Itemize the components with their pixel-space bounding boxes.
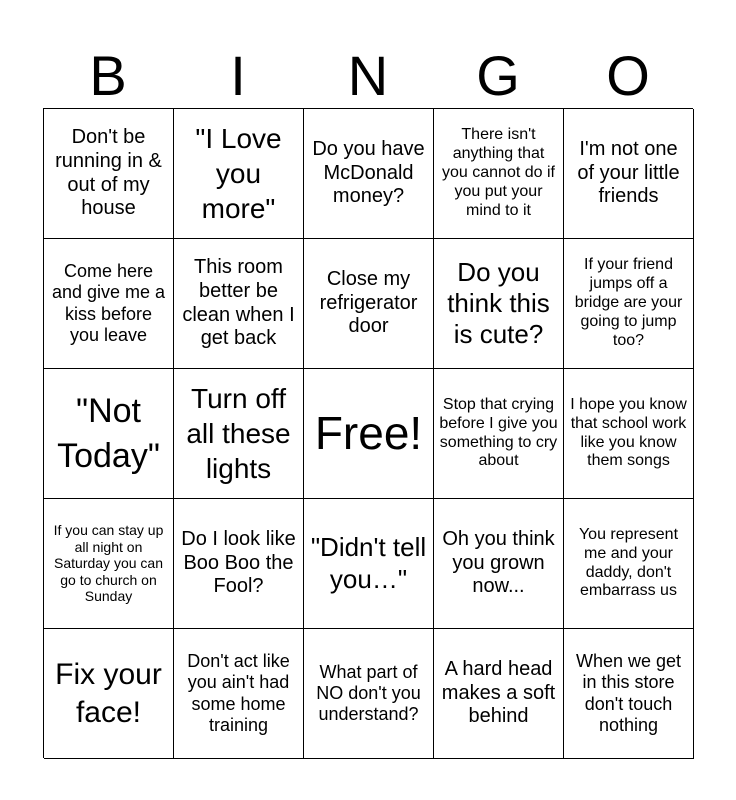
bingo-cell-r4-c4[interactable]: Oh you think you grown now... [434, 499, 564, 629]
bingo-cell-r2-c5[interactable]: If your friend jumps off a bridge are your going to jump too? [564, 239, 694, 369]
bingo-cell-r1-c4[interactable]: There isn't anything that you cannot do if you put your mind to it [434, 109, 564, 239]
bingo-cell-r2-c1[interactable]: Come here and give me a kiss before you leave [44, 239, 174, 369]
bingo-cell-free[interactable]: Free! [304, 369, 434, 499]
bingo-cell-r5-c4[interactable]: A hard head makes a soft behind [434, 629, 564, 759]
bingo-cell-r3-c4[interactable]: Stop that crying before I give you something to cry about [434, 369, 564, 499]
bingo-cell-r2-c3[interactable]: Close my refrigerator door [304, 239, 434, 369]
bingo-cell-r5-c2[interactable]: Don't act like you ain't had some home training [174, 629, 304, 759]
bingo-cell-r4-c5[interactable]: You represent me and your daddy, don't embarrass us [564, 499, 694, 629]
header-letter-n: N [347, 44, 389, 107]
bingo-card-grid [43, 108, 693, 758]
bingo-cell-r1-c5[interactable]: I'm not one of your little friends [564, 109, 694, 239]
header-letter-o: O [606, 44, 650, 107]
bingo-cell-r4-c3[interactable]: "Didn't tell you…" [304, 499, 434, 629]
bingo-cell-r1-c2[interactable]: "I Love you more" [174, 109, 304, 239]
bingo-cell-r3-c1[interactable]: "Not Today" [44, 369, 174, 499]
header-letter-g: G [476, 44, 520, 107]
bingo-cell-r5-c5[interactable]: When we get in this store don't touch nothing [564, 629, 694, 759]
bingo-cell-r5-c3[interactable]: What part of NO don't you understand? [304, 629, 434, 759]
bingo-cell-r4-c1[interactable]: If you can stay up all night on Saturday you can go to church on Sunday [44, 499, 174, 629]
bingo-cell-r2-c4[interactable]: Do you think this is cute? [434, 239, 564, 369]
bingo-cell-r1-c3[interactable]: Do you have McDonald money? [304, 109, 434, 239]
bingo-cell-r3-c2[interactable]: Turn off all these lights [174, 369, 304, 499]
bingo-cell-r5-c1[interactable]: Fix your face! [44, 629, 174, 759]
bingo-cell-r3-c5[interactable]: I hope you know that school work like you know them songs [564, 369, 694, 499]
header-letter-b: B [89, 44, 127, 107]
bingo-header [43, 44, 693, 108]
bingo-cell-r1-c1[interactable]: Don't be running in & out of my house [44, 109, 174, 239]
header-letter-i: I [230, 44, 246, 107]
bingo-cell-r4-c2[interactable]: Do I look like Boo Boo the Fool? [174, 499, 304, 629]
bingo-cell-r2-c2[interactable]: This room better be clean when I get back [174, 239, 304, 369]
